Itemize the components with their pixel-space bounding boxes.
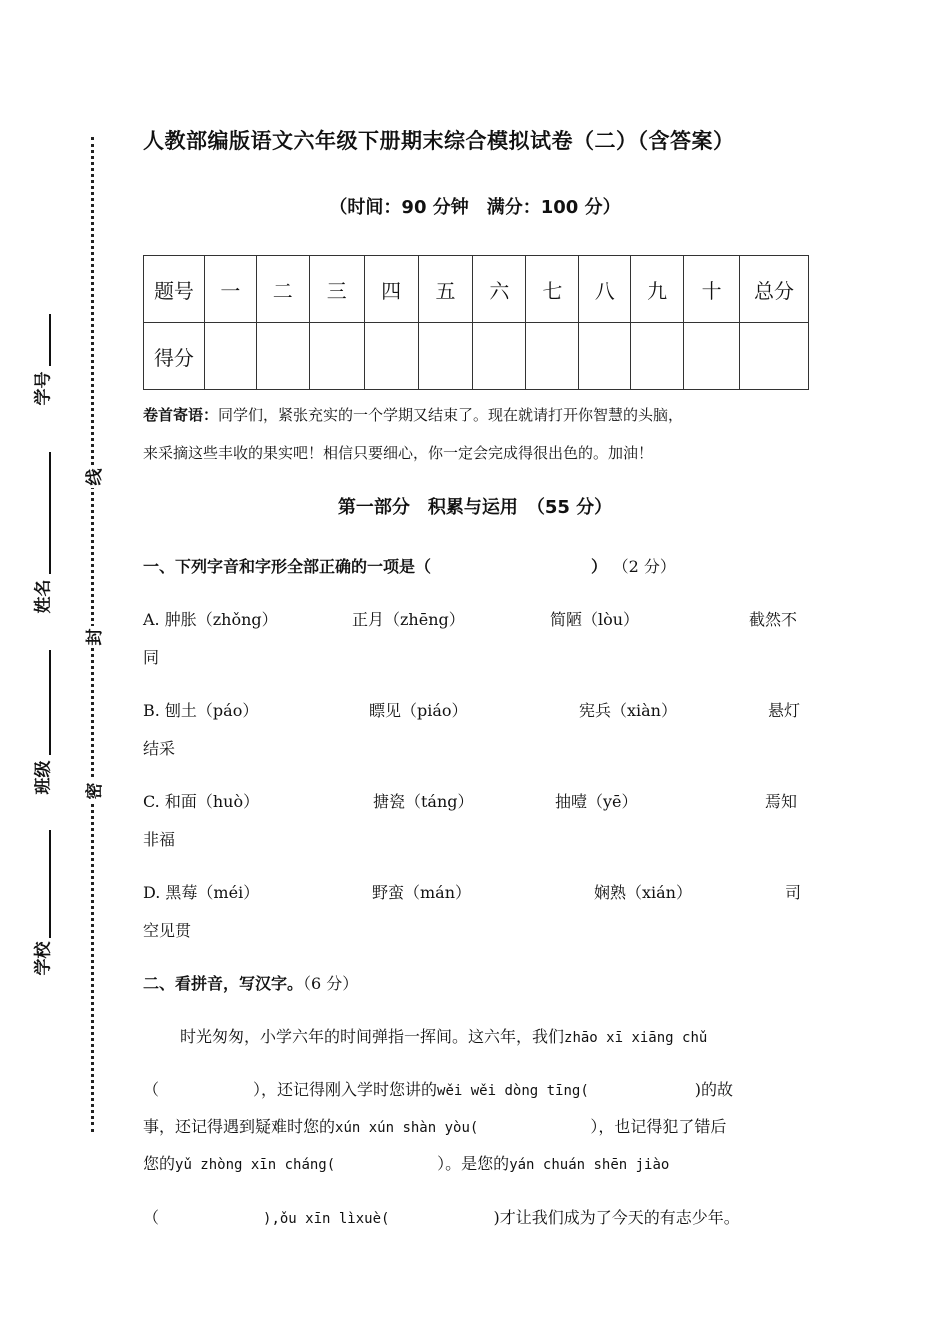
cell-q4: 四 [364,256,418,323]
question-1-close: ） [591,557,608,576]
option-b[interactable] [143,698,813,728]
option-d-continued: 空见贯 [143,921,192,940]
question-2-points: （6 分） [303,974,359,993]
option-a-item-3: 简陋（lòu） [550,610,640,629]
cell-q6: 六 [473,256,526,323]
passage-text: （ [143,1208,160,1227]
option-b-item-4: 悬灯 [768,701,801,720]
passage-line-5 [143,1205,823,1228]
option-b-item-3: 宪兵（xiàn） [579,701,677,720]
foreword-label: 卷首寄语： [143,406,219,424]
score-cell[interactable] [418,323,473,390]
foreword [143,396,823,472]
passage-line-1 [180,1024,860,1047]
score-cell[interactable] [473,323,526,390]
option-c-item-2: 搪瓷（táng） [373,792,474,811]
option-a-item-4: 截然不 [749,610,798,629]
option-c-continued: 非福 [143,830,176,849]
cell-header: 题号 [144,256,205,323]
option-d-item-3: 娴熟（xián） [594,883,692,902]
cell-total: 总分 [740,256,809,323]
class-label: 班级 [33,760,54,795]
option-a[interactable] [143,607,813,637]
cell-q1: 一 [204,256,256,323]
option-d-item-2: 野蛮（mán） [372,883,472,902]
cell-q2: 二 [256,256,309,323]
school-blank[interactable] [49,830,51,938]
foreword-line-1: 同学们，紧张充实的一个学期又结束了。现在就请打开你智慧的头脑， [218,406,684,424]
question-1-points: （2 分） [612,557,676,576]
pinyin-prompt: ),ǒu xīn lìxuè( [263,1211,390,1227]
cell-q9: 九 [631,256,684,323]
question-1-stem [143,554,676,577]
passage-text: 事，还记得遇到疑难时您的 [143,1117,336,1136]
class-blank[interactable] [49,650,51,755]
option-c[interactable] [143,789,813,819]
cell-q8: 八 [579,256,631,323]
cell-score-label: 得分 [144,323,205,390]
question-2-text: 二、看拼音，写汉字。 [143,974,304,993]
option-b-item-2: 瞟见（piáo） [369,701,468,720]
student-id-blank[interactable] [49,314,51,366]
score-row [144,323,809,390]
option-a-item-2: 正月（zhēng） [352,610,465,629]
passage-line-3 [143,1114,823,1137]
passage-text: 您的 [143,1154,176,1173]
passage-text: ），还记得刚入学时您讲的 [253,1080,438,1099]
seal-char-feng: 封 [84,626,106,648]
score-cell[interactable] [684,323,740,390]
score-cell[interactable] [526,323,579,390]
score-cell[interactable] [256,323,309,390]
seal-char-xian: 线 [84,466,106,488]
cell-q10: 十 [684,256,740,323]
score-cell[interactable] [740,323,809,390]
score-cell[interactable] [364,323,418,390]
score-cell[interactable] [631,323,684,390]
option-c-item-1: C. 和面（huò） [143,792,260,811]
passage-text: )的故 [694,1080,733,1099]
exam-time-score: （时间：90 分钟 满分：100 分） [329,197,621,218]
score-cell[interactable] [579,323,631,390]
pinyin-prompt: yán chuán shēn jiào [509,1157,670,1173]
cell-q5: 五 [418,256,473,323]
option-d-item-1: D. 黑莓（méi） [143,883,260,902]
question-2-stem [143,971,358,994]
option-c-item-3: 抽噎（yē） [555,792,638,811]
pinyin-prompt: xún xún shàn yòu( [335,1120,479,1136]
student-id-label: 学号 [33,371,54,406]
passage-text: （ [143,1080,160,1099]
question-1-text: 一、下列字音和字形全部正确的一项是（ [143,557,432,576]
score-cell[interactable] [204,323,256,390]
passage-line-2 [143,1077,823,1100]
question-number-row [144,256,809,323]
passage-line-4 [143,1151,823,1174]
school-label: 学校 [33,941,54,976]
option-c-item-4: 焉知 [765,792,798,811]
option-d[interactable] [143,880,813,910]
passage-text: ），也记得犯了错后 [590,1117,727,1136]
cell-q3: 三 [309,256,364,323]
passage-text: )才让我们成为了今天的有志少年。 [493,1208,740,1227]
pinyin-prompt: zhāo xī xiāng chǔ [564,1030,708,1046]
seal-char-mi: 密 [84,780,106,802]
pinyin-prompt: yǔ zhòng xīn cháng( [175,1157,336,1173]
name-label: 姓名 [33,579,54,614]
cell-q7: 七 [526,256,579,323]
score-cell[interactable] [309,323,364,390]
exam-title: 人教部编版语文六年级下册期末综合模拟试卷（二）（含答案） [143,129,735,153]
pinyin-prompt: wěi wěi dòng tīng( [437,1083,589,1099]
option-b-item-1: B. 刨土（páo） [143,701,259,720]
option-d-item-4: 司 [785,883,802,902]
passage-text: ）。是您的 [437,1154,510,1173]
option-b-continued: 结采 [143,739,176,758]
passage-text: 时光匆匆，小学六年的时间弹指一挥间。这六年，我们 [180,1027,565,1046]
foreword-line-2: 来采摘这些丰收的果实吧！相信只要细心，你一定会完成得很出色的。加油！ [143,444,654,462]
score-table [143,255,809,390]
part-title: 第一部分 积累与运用 （55 分） [337,497,613,518]
option-a-item-1: A. 肿胀（zhǒng） [143,610,278,629]
option-a-continued: 同 [143,648,160,667]
